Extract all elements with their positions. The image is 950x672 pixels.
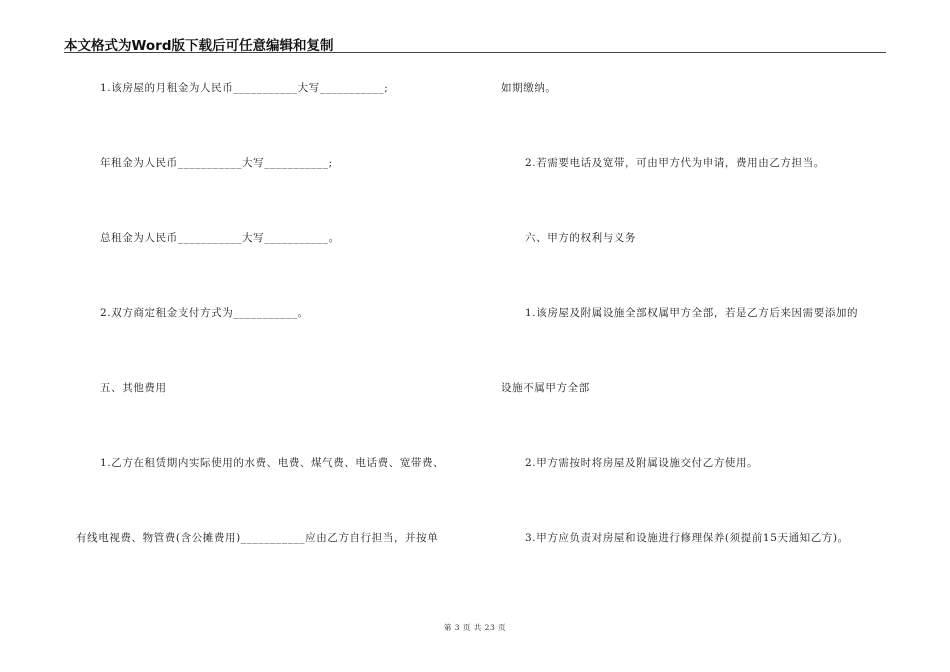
page-footer: 第 3 页 共 23 页 [443, 623, 507, 632]
page-header [64, 34, 886, 54]
header-title: 本文格式为Word版下载后可任意编辑和复制 [64, 38, 334, 54]
right-section-heading-landlord-rights: 六、甲方的权利与义务 [525, 232, 636, 244]
right-line-maintenance: 3.甲方应负责对房屋和设施进行修理保养(须提前15天通知乙方)。 [525, 532, 849, 544]
left-line-payment-method: 2.双方商定租金支付方式为___________。 [100, 307, 309, 319]
right-line-facilities-not-owned: 设施不属甲方全部 [501, 382, 590, 394]
right-line-pay-on-time: 如期缴纳。 [501, 82, 557, 94]
right-line-phone-broadband: 2.若需要电话及宽带，可由甲方代为申请，费用由乙方担当。 [525, 157, 825, 169]
left-section-heading-other-fees: 五、其他费用 [100, 382, 167, 394]
left-line-annual-rent: 年租金为人民币___________大写___________; [100, 157, 333, 169]
header-divider [64, 52, 886, 53]
right-line-ownership: 1.该房屋及附属设施全部权属甲方全部，若是乙方后来因需要添加的 [525, 307, 859, 319]
left-line-monthly-rent: 1.该房屋的月租金为人民币___________大写___________; [100, 82, 389, 94]
left-line-cable-fees: 有线电视费、物管费(含公摊费用)___________应由乙方自行担当，并按单 [76, 532, 439, 544]
right-line-delivery: 2.甲方需按时将房屋及附属设施交付乙方使用。 [525, 457, 759, 469]
left-line-utilities: 1.乙方在租赁期内实际使用的水费、电费、煤气费、电话费、宽带费、 [100, 457, 445, 469]
left-line-total-rent: 总租金为人民币___________大写___________。 [100, 232, 340, 244]
